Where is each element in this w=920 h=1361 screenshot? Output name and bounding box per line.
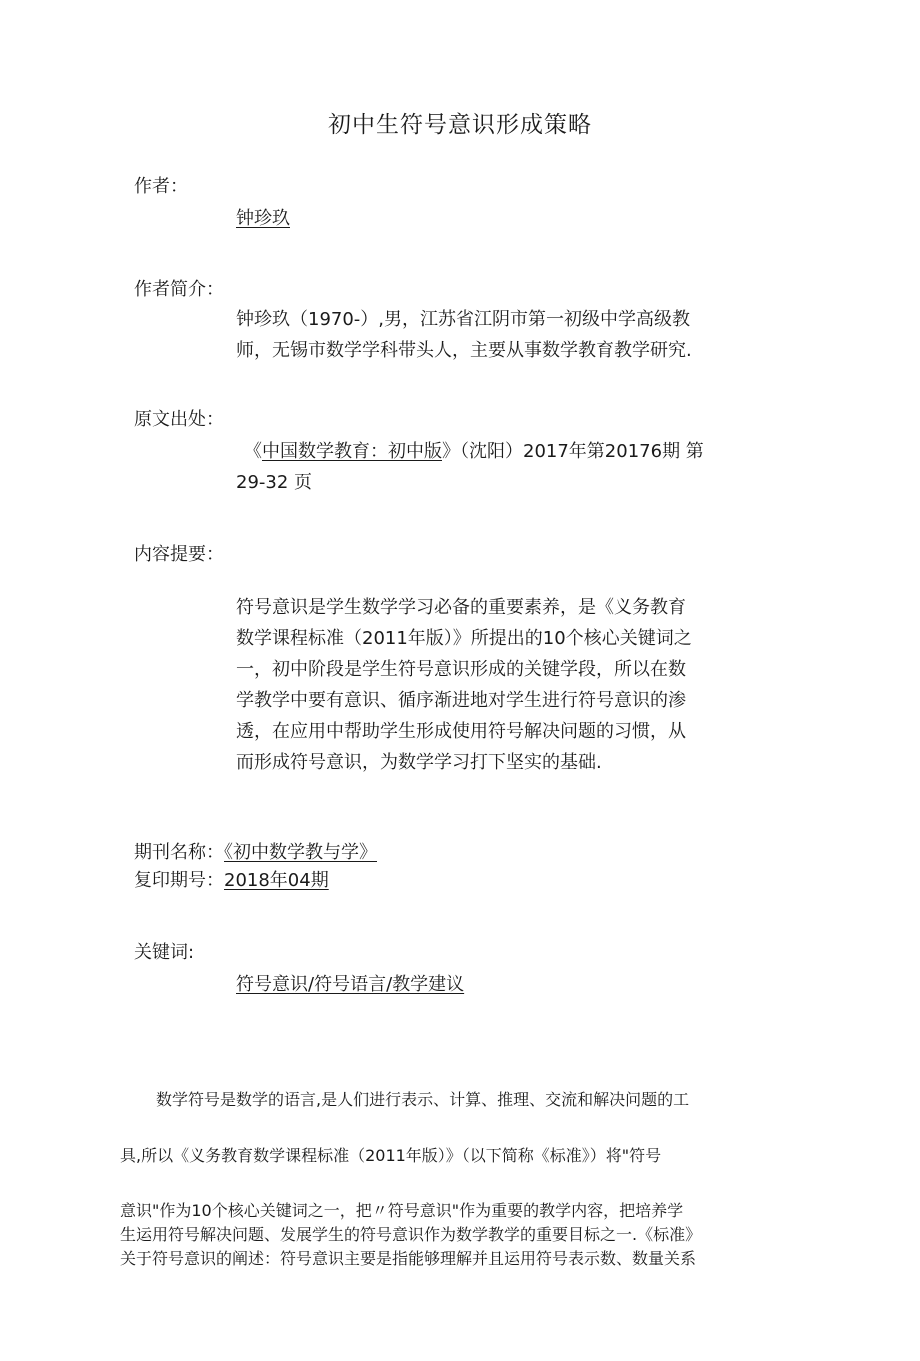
abstract-line: 学教学中要有意识、循序渐进地对学生进行符号意识的渗 [236,690,686,711]
reprint-row [134,866,329,892]
abstract-line: 符号意识是学生数学学习必备的重要素养，是《义务教育 [236,597,686,618]
bio-line-1: 钟珍玖（1970-）,男，江苏省江阴市第一初级中学高级教 [236,309,691,330]
keywords-label: 关键词: [134,942,195,963]
source-journal-link[interactable]: 中国数学教育：初中版 [262,441,442,462]
author-name[interactable]: 钟珍玖 [236,208,290,229]
abstract-line: 透，在应用中帮助学生形成使用符号解决问题的习惯，从 [236,721,686,742]
reprint-label: 复印期号： [134,870,224,891]
abstract-line: 数学课程标准（2011年版）》所提出的10个核心关键词之 [236,628,692,649]
source-pages: 29-32 页 [236,472,313,493]
body-line: 数学符号是数学的语言,是人们进行表示、计算、推理、交流和解决问题的工 [156,1090,690,1109]
periodical-link[interactable]: 《初中数学教与学》 [224,842,377,863]
reprint-link[interactable]: 2018年04期 [224,870,329,891]
body-line: 关于符号意识的阐述：符号意识主要是指能够理解并且运用符号表示数、数量关系 [120,1249,697,1268]
source-open-quote: 《 [244,441,262,462]
source-label: 原文出处： [134,409,224,430]
source-rest: 》（沈阳）2017年第20176期 第 [442,441,704,462]
abstract-line: 一，初中阶段是学生符号意识形成的关键学段，所以在数 [236,659,686,680]
periodical-label: 期刊名称： [134,842,224,863]
body-line: 具,所以《义务教育数学课程标准（2011年版）》（以下简称《标准》）将"符号 [120,1146,662,1165]
keywords-links[interactable]: 符号意识/符号语言/教学建议 [236,974,465,995]
abstract-label: 内容提要： [134,544,224,565]
abstract-line: 而形成符号意识，为数学学习打下坚实的基础. [236,752,602,773]
body-line: 生运用符号解决问题、发展学生的符号意识作为数学教学的重要目标之一.《标准》 [120,1225,702,1244]
bio-label: 作者简介： [134,279,224,300]
body-line: 意识"作为10个核心关键词之一，把〃符号意识"作为重要的教学内容，把培养学 [120,1201,684,1220]
source-line [244,437,704,463]
author-label: 作者： [134,176,188,197]
bio-line-2: 师，无锡市数学学科带头人，主要从事数学教育教学研究. [236,340,692,361]
abstract-paragraph [236,592,736,778]
periodical-row [134,838,377,864]
document-title: 初中生符号意识形成策略 [328,112,592,138]
